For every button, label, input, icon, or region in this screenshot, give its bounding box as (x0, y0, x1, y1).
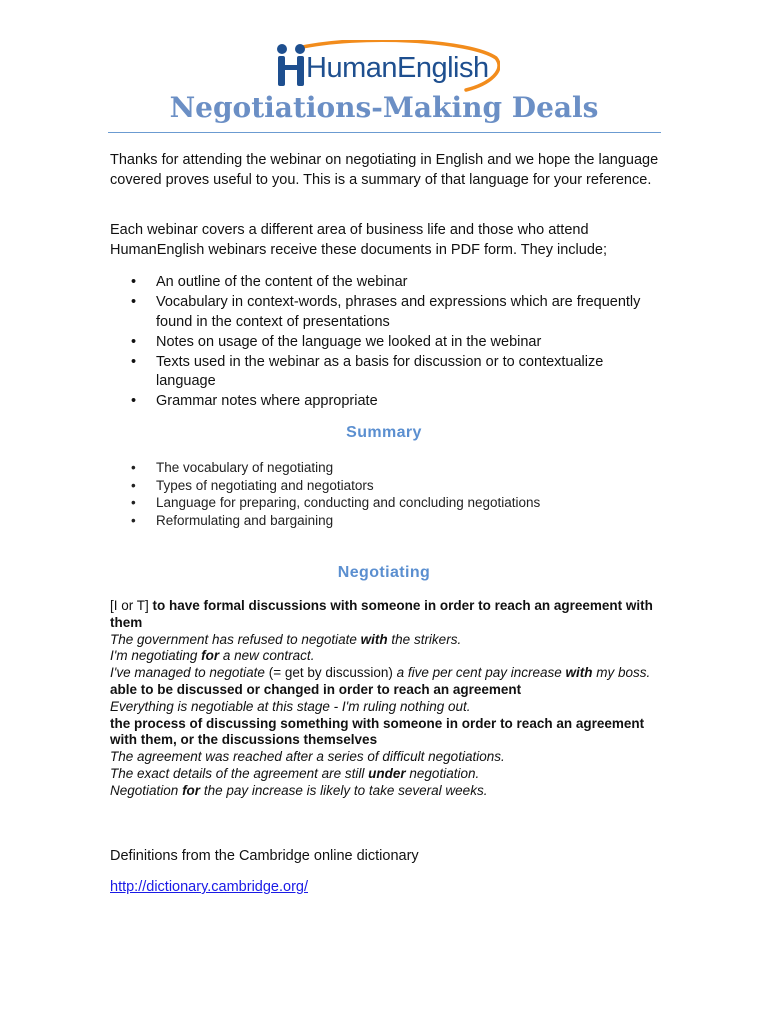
intro-paragraph-2: Each webinar covers a different area of business life and those who attend HumanEnglish webinars receive these documents in PDF form. They include; (110, 222, 607, 258)
example: Everything is negotiable at this stage - I'm ruling nothing out. (110, 698, 471, 714)
list-item-text: Notes on usage of the language we looked at in the webinar (156, 333, 542, 350)
cambridge-dictionary-link[interactable]: http://dictionary.cambridge.org/ (110, 879, 308, 895)
list-item-text: Reformulating and bargaining (156, 512, 334, 528)
includes-list (110, 273, 660, 412)
definition-2: able to be discussed or changed in order to reach an agreement (110, 681, 522, 697)
summary-heading: Summary (346, 424, 422, 441)
list-item (110, 477, 660, 495)
list-item-text: The vocabulary of negotiating (156, 460, 334, 475)
bullet-icon: • (131, 495, 136, 510)
bullet-icon: • (131, 460, 136, 475)
list-item (110, 293, 660, 332)
humanenglish-logo (270, 40, 500, 95)
bullet-icon: • (131, 333, 137, 350)
example: Negotiation for the pay increase is likely to take several weeks. (110, 782, 488, 798)
definition-3: the process of discussing something with someone in order to reach an agreement with them, or the discussions themselves (110, 715, 645, 748)
summary-list (110, 459, 660, 529)
list-item (110, 333, 660, 353)
bullet-icon: • (131, 294, 137, 310)
list-item-text: An outline of the content of the webinar (156, 274, 408, 290)
source-note: Definitions from the Cambridge online dictionary (110, 848, 419, 864)
bullet-icon: • (131, 274, 137, 290)
list-item (110, 494, 660, 512)
example: The exact details of the agreement are still under negotiation. (110, 765, 480, 781)
list-item-text: Types of negotiating and negotiators (156, 477, 374, 493)
list-item (110, 353, 660, 392)
logo-wordmark: HumanEnglish (306, 52, 489, 84)
example: I'm negotiating for a new contract. (110, 648, 315, 664)
definition-1 (110, 598, 670, 632)
negotiating-heading: Negotiating (337, 564, 431, 581)
grammar-code: [I or T] (110, 598, 153, 613)
example: The government has refused to negotiate with the strikers. (110, 631, 462, 647)
bullet-icon: • (131, 512, 136, 528)
list-item-text: Language for preparing, conducting and concluding negotiations (156, 495, 541, 510)
definition-text: to have formal discussions with someone in order to reach an agreement with them (110, 598, 653, 630)
list-item-text: Grammar notes where appropriate (156, 393, 378, 409)
example: The agreement was reached after a series of difficult negotiations. (110, 749, 505, 765)
title-divider (108, 132, 661, 133)
bullet-icon: • (131, 393, 137, 409)
list-item (110, 392, 660, 412)
definitions-block (110, 598, 670, 800)
example: I've managed to negotiate (= get by discussion) a five per cent pay increase with my boss. (110, 665, 651, 681)
page-title: Negotiations-Making Deals (169, 91, 599, 124)
list-item-text: Vocabulary in context-words, phrases and expressions which are frequently found in the context of presentations (156, 294, 641, 330)
list-item (110, 512, 660, 530)
list-item (110, 459, 660, 477)
bullet-icon: • (131, 353, 137, 370)
bullet-icon: • (131, 477, 136, 493)
intro-paragraph-1: Thanks for attending the webinar on negotiating in English and we hope the language covered proves useful to you. This is a summary of that language for your reference. (110, 152, 659, 188)
list-item-text: Texts used in the webinar as a basis for discussion or to contextualize language (156, 353, 604, 389)
list-item (110, 273, 660, 293)
